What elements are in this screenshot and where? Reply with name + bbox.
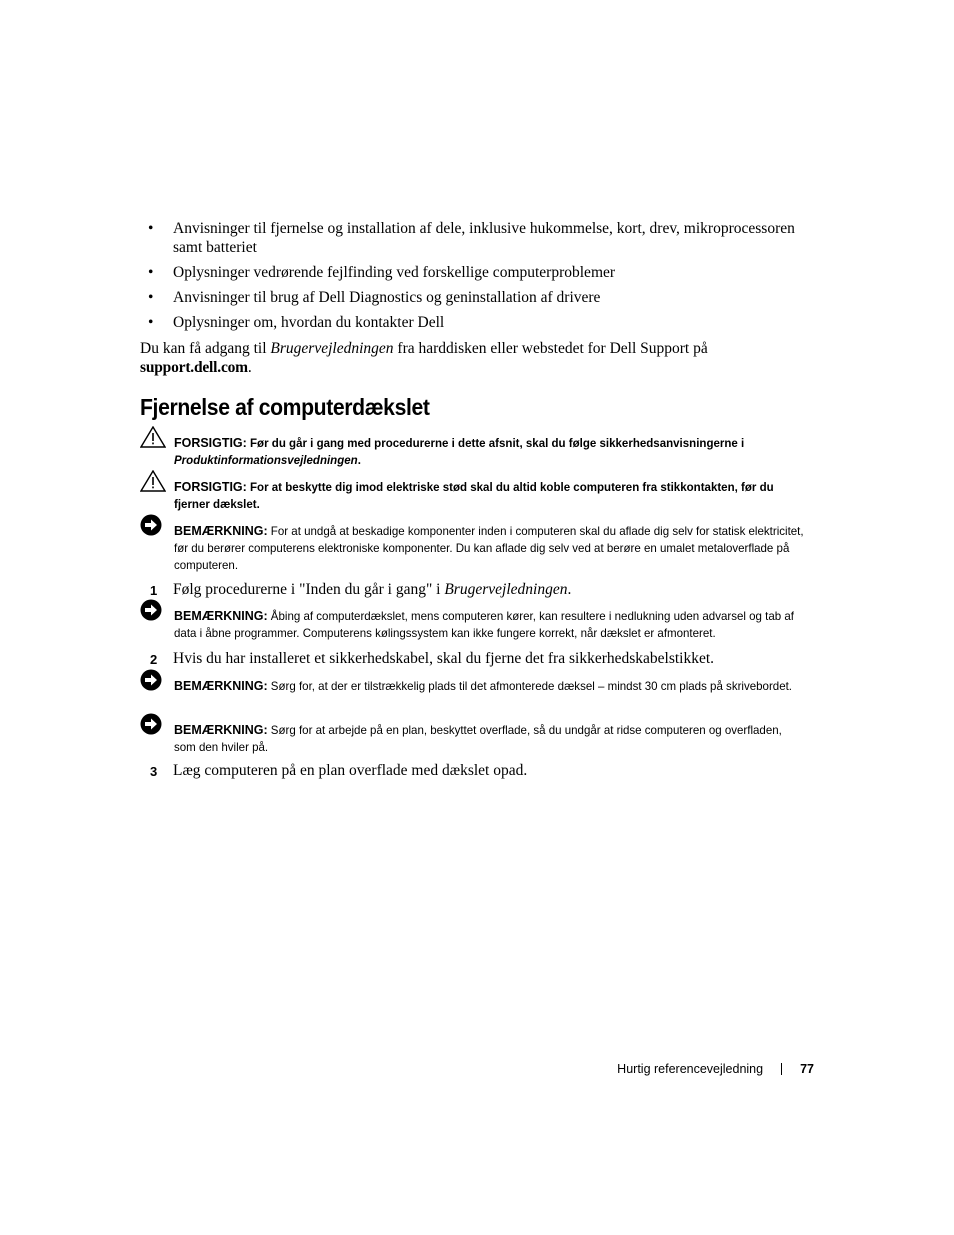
notice-arrow-icon <box>140 514 162 536</box>
notice-label: BEMÆRKNING: <box>174 608 268 623</box>
bullet-marker: • <box>148 289 154 306</box>
caution-text: Før du går i gang med procedurerne i dette afsnit, skal du følge sikkerhedsanvisningerne i <box>250 436 745 450</box>
step-number: 1 <box>150 583 158 598</box>
step-number: 3 <box>150 764 158 779</box>
bullet-marker: • <box>148 220 154 237</box>
step-item <box>140 761 830 780</box>
caution-notice <box>140 470 830 513</box>
notice <box>140 713 830 756</box>
step-end: . <box>567 581 572 598</box>
intro-paragraph <box>140 339 820 377</box>
step-number: 2 <box>150 652 158 667</box>
list-item <box>140 313 820 332</box>
support-link[interactable]: support.dell.com <box>140 359 248 376</box>
caution-end: . <box>357 453 361 467</box>
notice-label: BEMÆRKNING: <box>174 523 268 538</box>
notice-text: Sørg for, at der er tilstrækkelig plads til det afmonterede dæksel – mindst 30 cm plads på skrivebordet. <box>270 679 793 693</box>
list-item-text: Anvisninger til fjernelse og installation af dele, inklusive hukommelse, kort, drev, mikroprocessoren samt batteriet <box>173 220 795 256</box>
bullet-marker: • <box>148 314 154 331</box>
notice-text: For at undgå at beskadige komponenter inden i computeren skal du aflade dig selv for statisk elektricitet, før du berører computerens elektroniske komponenter. Du kan aflade dig selv ved at berøre en umalet metaloverflade på computeren. <box>174 524 804 572</box>
notice-arrow-icon <box>140 713 162 735</box>
notice-arrow-icon <box>140 669 162 691</box>
notice <box>140 514 830 574</box>
warning-triangle-icon <box>140 470 166 492</box>
notice-text: Sørg for at arbejde på en plan, beskyttet overflade, så du undgår at ridse computeren og overfladen, som den hviler på. <box>174 723 782 754</box>
notice-label: BEMÆRKNING: <box>174 722 268 737</box>
footer-divider <box>781 1063 782 1075</box>
caution-doc-title: Produktinformationsvejledningen <box>174 453 358 467</box>
list-item-text: Oplysninger vedrørende fejlfinding ved forskellige computerproblemer <box>173 264 616 281</box>
page-number: 77 <box>800 1062 814 1076</box>
notice-arrow-icon <box>140 599 162 621</box>
notice <box>140 669 830 695</box>
step-item <box>140 649 830 668</box>
caution-text: For at beskytte dig imod elektriske stød skal du altid koble computeren fra stikkontakten, før du fjerner dækslet. <box>174 480 774 511</box>
notice <box>140 599 830 642</box>
intro-text: Du kan få adgang til <box>140 340 271 357</box>
notice-text: Åbing af computerdækslet, mens computeren kører, kan resultere i nedlukning uden advarsel og tab af data i åbne programmer. Computerens kølingssystem kan ikke fungere korrekt, når dækslet er afmonteret. <box>174 609 794 640</box>
bullet-marker: • <box>148 264 154 281</box>
list-item <box>140 263 820 282</box>
step-item <box>140 580 830 599</box>
list-item-text: Oplysninger om, hvordan du kontakter Dell <box>173 314 445 331</box>
intro-end: . <box>247 359 252 376</box>
bullet-list <box>140 219 820 338</box>
caution-label: FORSIGTIG: <box>174 479 247 494</box>
section-heading: Fjernelse af computerdækslet <box>140 394 430 420</box>
notice-label: BEMÆRKNING: <box>174 678 268 693</box>
list-item-text: Anvisninger til brug af Dell Diagnostics og geninstallation af drivere <box>173 289 601 306</box>
list-item <box>140 288 820 307</box>
intro-text-after: fra harddisken eller webstedet for Dell Support på <box>393 340 708 357</box>
step-text: Læg computeren på en plan overflade med dækslet opad. <box>173 762 528 779</box>
footer-title: Hurtig referencevejledning <box>617 1062 764 1076</box>
page-footer <box>617 1062 814 1076</box>
list-item <box>140 219 820 257</box>
step-doc-title: Brugervejledningen <box>444 581 568 598</box>
step-text: Hvis du har installeret et sikkerhedskabel, skal du fjerne det fra sikkerhedskabelstikket. <box>173 650 715 667</box>
caution-label: FORSIGTIG: <box>174 435 247 450</box>
caution-notice <box>140 426 830 469</box>
warning-triangle-icon <box>140 426 166 448</box>
intro-doc-title: Brugervejledningen <box>270 340 394 357</box>
step-text: Følg procedurerne i "Inden du går i gang" i <box>173 581 445 598</box>
